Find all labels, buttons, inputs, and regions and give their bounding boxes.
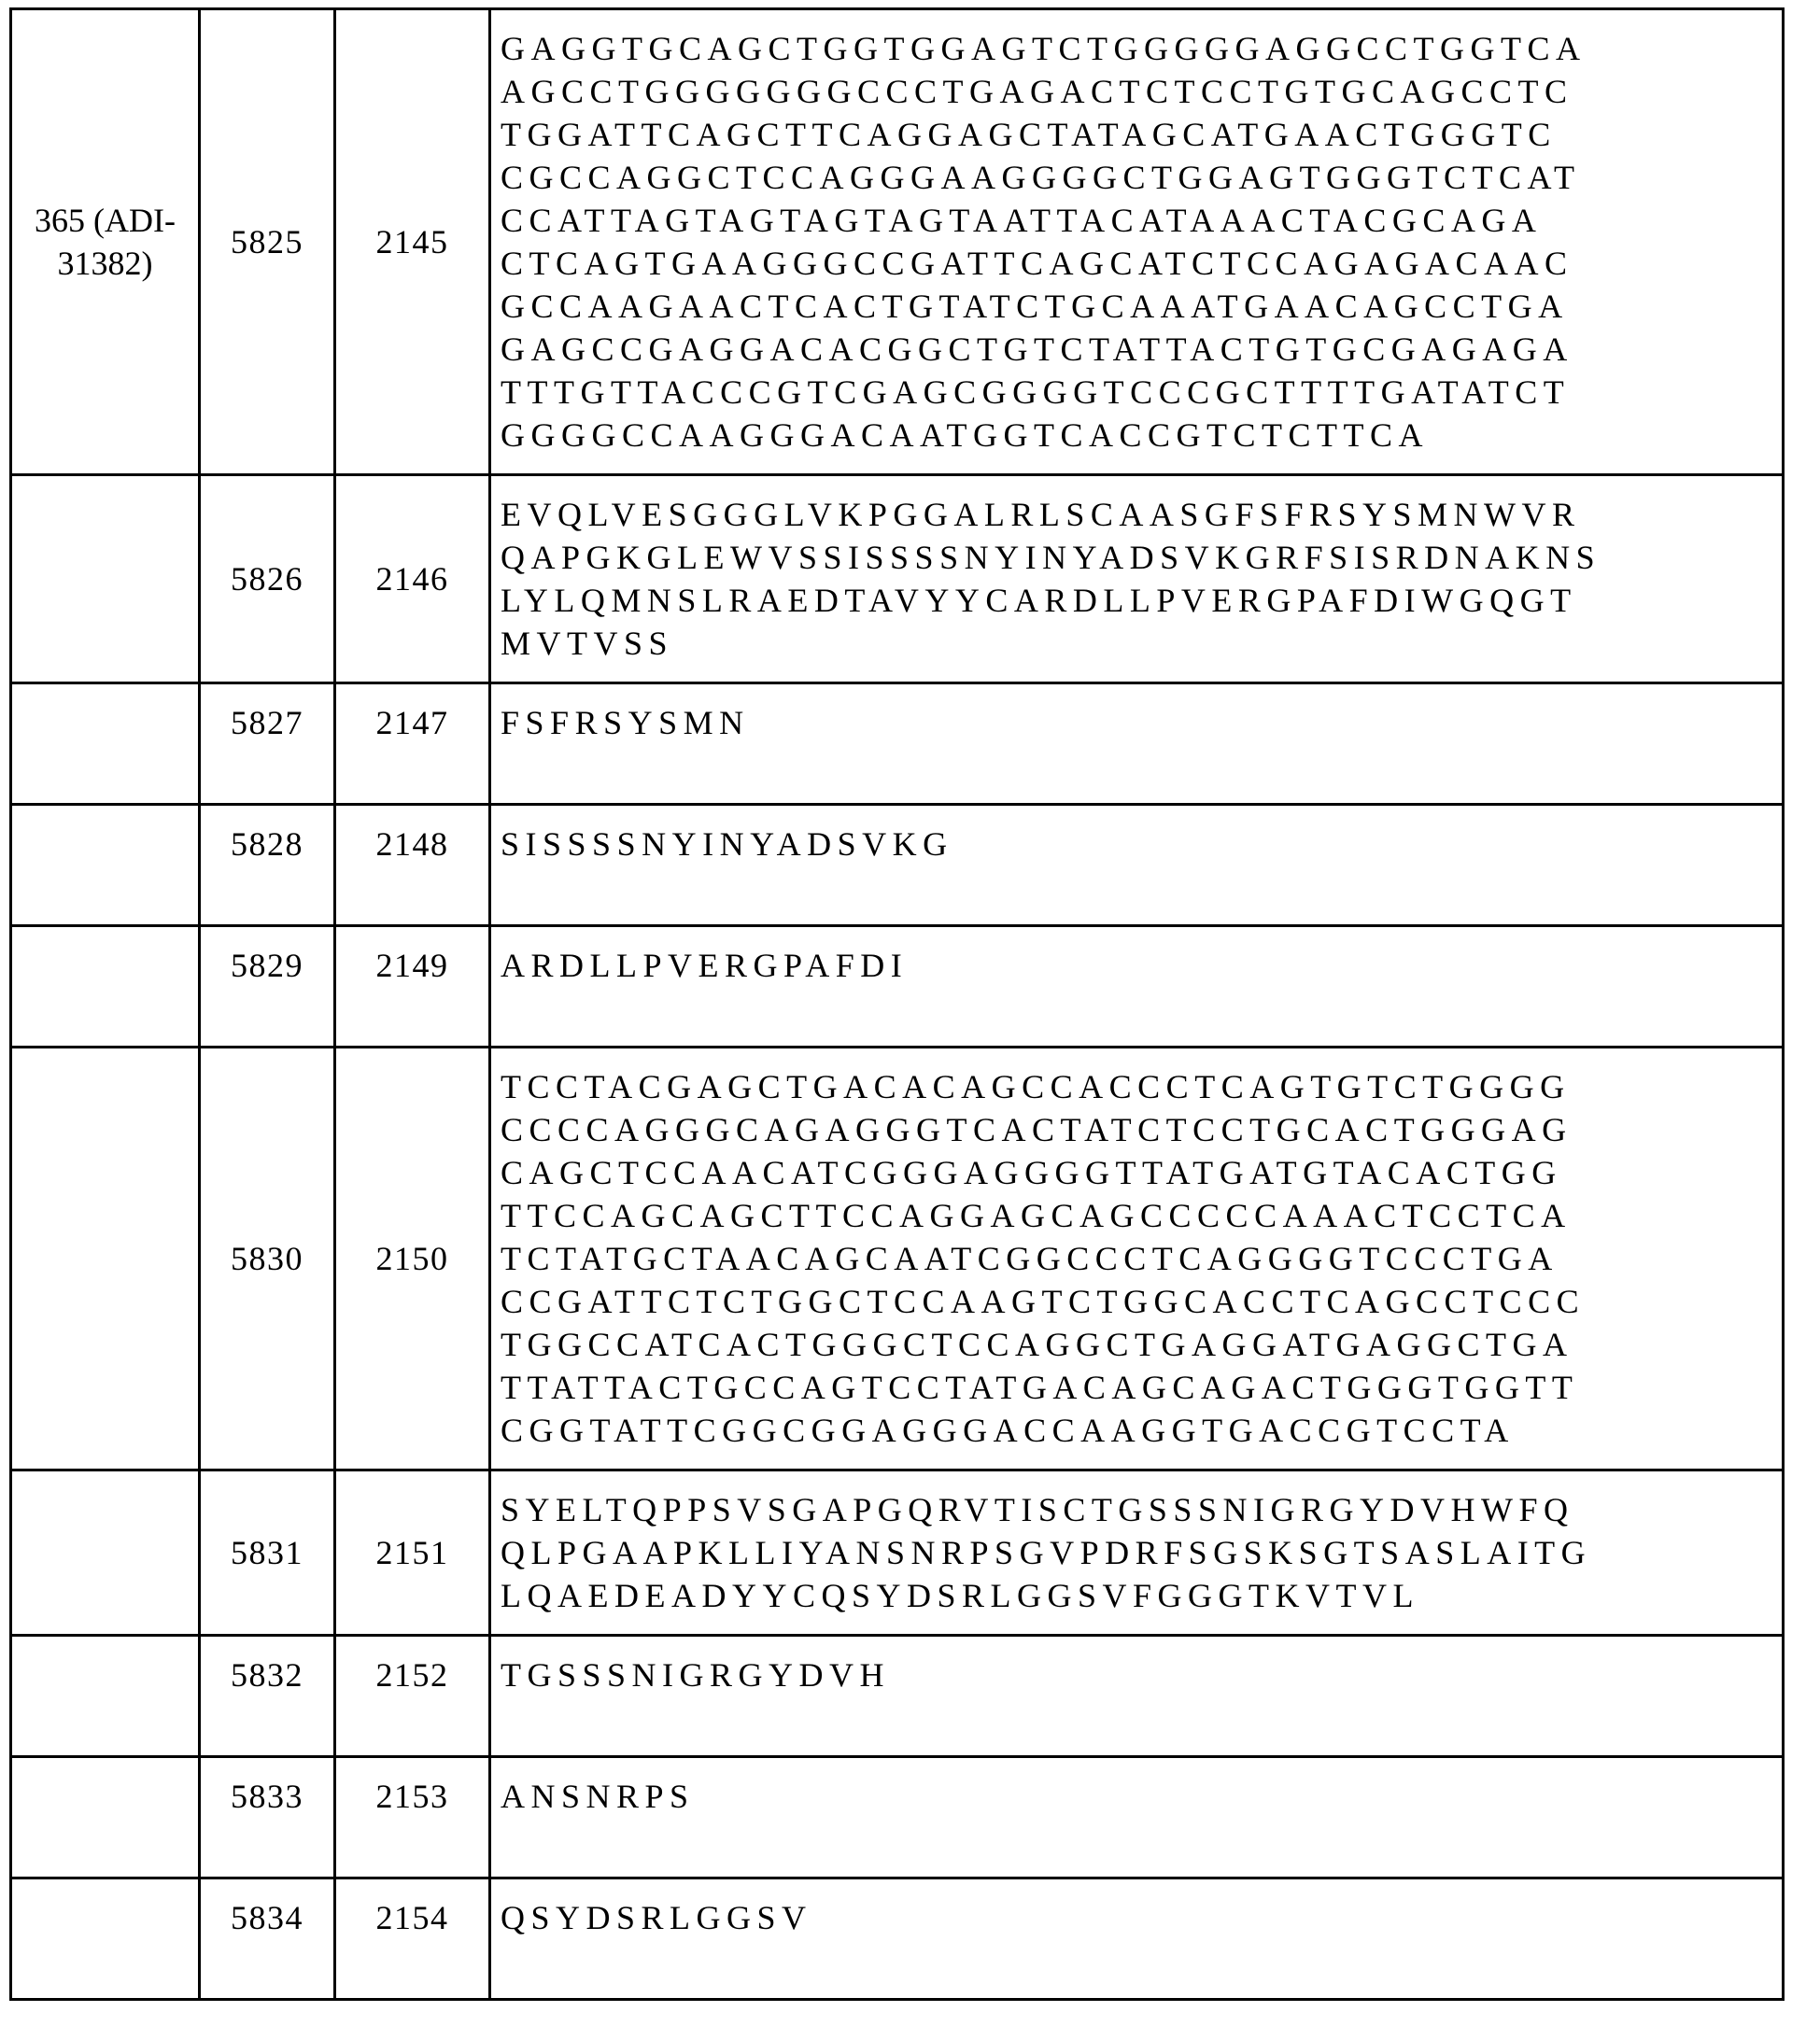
- antibody-clone-cell: 365 (ADI- 31382): [11, 9, 200, 475]
- antibody-clone-cell: [11, 1470, 200, 1636]
- antibody-clone-cell: [11, 475, 200, 683]
- seq-id-secondary-cell: 2153: [335, 1757, 490, 1878]
- seq-id-primary-cell: 5826: [200, 475, 335, 683]
- seq-id-secondary-cell: 2154: [335, 1878, 490, 2000]
- table-row: [11, 683, 1784, 805]
- seq-id-primary-cell: 5833: [200, 1757, 335, 1878]
- antibody-clone-cell: [11, 1757, 200, 1878]
- table-row: [11, 1048, 1784, 1470]
- seq-id-primary-cell: 5825: [200, 9, 335, 475]
- seq-id-primary-cell: 5834: [200, 1878, 335, 2000]
- seq-id-secondary-cell: 2147: [335, 683, 490, 805]
- seq-id-secondary-cell: 2146: [335, 475, 490, 683]
- sequence-cell: QSYDSRLGGSV: [490, 1878, 1784, 2000]
- sequence-cell: ARDLLPVERGPAFDI: [490, 926, 1784, 1048]
- sequence-cell: FSFRSYSMN: [490, 683, 1784, 805]
- antibody-clone-cell: [11, 805, 200, 926]
- seq-id-secondary-cell: 2148: [335, 805, 490, 926]
- antibody-clone-cell: [11, 1048, 200, 1470]
- seq-id-primary-cell: 5827: [200, 683, 335, 805]
- table-row: [11, 1636, 1784, 1757]
- seq-id-secondary-cell: 2151: [335, 1470, 490, 1636]
- table-row: [11, 926, 1784, 1048]
- sequence-cell: TGSSSNIGRGYDVH: [490, 1636, 1784, 1757]
- sequence-table: [9, 7, 1785, 2001]
- antibody-clone-cell: [11, 926, 200, 1048]
- table-row: [11, 9, 1784, 475]
- table-row: [11, 805, 1784, 926]
- sequence-cell: EVQLVESGGGLVKPGGALRLSCAASGFSFRSYSMNWVR QAPGKGLEWVSSISSSSNYINYADSVKGRFSISRDNAKNS LYLQMNSLRAEDTAVYYCARDLLPVERGPAFDIWGQGT MVTVSS: [490, 475, 1784, 683]
- seq-id-secondary-cell: 2152: [335, 1636, 490, 1757]
- table-row: [11, 475, 1784, 683]
- antibody-clone-cell: [11, 1636, 200, 1757]
- antibody-clone-cell: [11, 1878, 200, 2000]
- sequence-cell: SYELTQPPSVSGAPGQRVTISCTGSSSNIGRGYDVHWFQ QLPGAAPKLLIYANSNRPSGVPDRFSGSKSGTSASLAITG LQAEDEADYYCQSYDSRLGGSVFGGGTKVTVL: [490, 1470, 1784, 1636]
- seq-id-primary-cell: 5828: [200, 805, 335, 926]
- seq-id-secondary-cell: 2150: [335, 1048, 490, 1470]
- table-row: [11, 1878, 1784, 2000]
- seq-id-primary-cell: 5829: [200, 926, 335, 1048]
- seq-id-primary-cell: 5830: [200, 1048, 335, 1470]
- sequence-cell: SISSSSNYINYADSVKG: [490, 805, 1784, 926]
- seq-id-primary-cell: 5832: [200, 1636, 335, 1757]
- table-row: [11, 1757, 1784, 1878]
- sequence-cell: GAGGTGCAGCTGGTGGAGTCTGGGGGAGGCCTGGTCA AGCCTGGGGGGGCCCTGAGACTCTCCTGTGCAGCCTC TGGATTCAGCTTCAGGAGCTATAGCATGAACTGGGTC CGCCAGGCTCCAGGGAAGGGGCTGGAGTGGGTCTCAT CCATTAGTAGTAGTAGTAATTACATAAACTACGCAGA CTCAGTGAAGGGCCGATTCAGCATCTCCAGAGACAAC GCCAAGAACTCACTGTATCTGCAAATGAACAGCCTGA GAGCCGAGGACACGGCTGTCTATTACTGTGCGAGAGA TTTGTTACCCGTCGAGCGGGGTCCCGCTTTTGATATCT GGGGCCAAGGGACAATGGTCACCGTCTCTTCA: [490, 9, 1784, 475]
- sequence-cell: TCCTACGAGCTGACACAGCCACCCTCAGTGTCTGGGG CCCCAGGGCAGAGGGTCACTATCTCCTGCACTGGGAG CAGCTCCAACATCGGGAGGGGTTATGATGTACACTGG TTCCAGCAGCTTCCAGGAGCAGCCCCCAAACTCCTCA TCTATGCTAACAGCAATCGGCCCTCAGGGGTCCCTGA CCGATTCTCTGGCTCCAAGTCTGGCACCTCAGCCTCCC TGGCCATCACTGGGCTCCAGGCTGAGGATGAGGCTGA TTATTACTGCCAGTCCTATGACAGCAGACTGGGTGGTT CGGTATTCGGCGGAGGGACCAAGGTGACCGTCCTA: [490, 1048, 1784, 1470]
- seq-id-secondary-cell: 2149: [335, 926, 490, 1048]
- table-row: [11, 1470, 1784, 1636]
- seq-id-secondary-cell: 2145: [335, 9, 490, 475]
- seq-id-primary-cell: 5831: [200, 1470, 335, 1636]
- antibody-clone-cell: [11, 683, 200, 805]
- sequence-cell: ANSNRPS: [490, 1757, 1784, 1878]
